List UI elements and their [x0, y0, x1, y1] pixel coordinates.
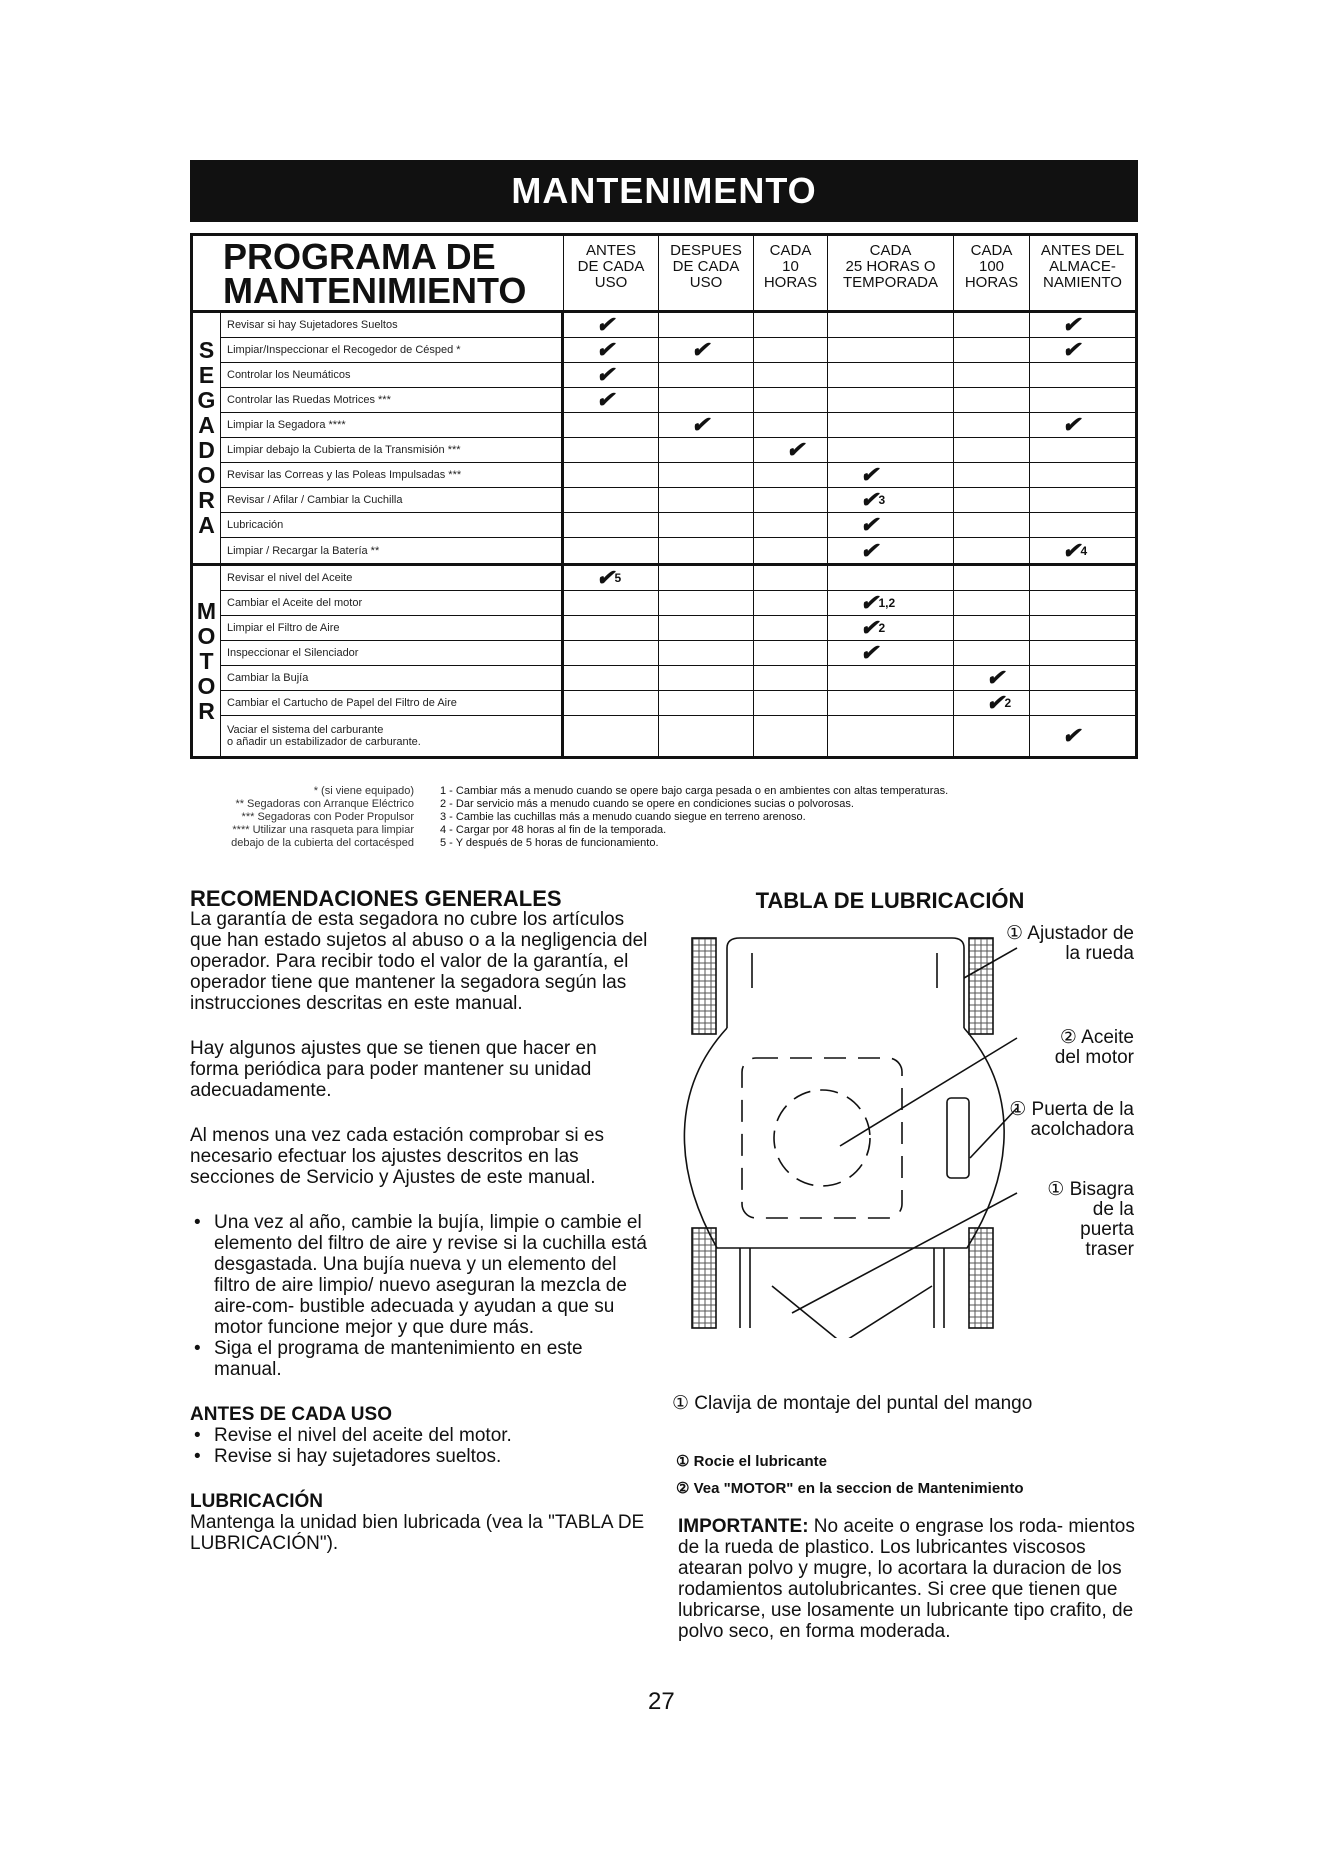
empty-cell [753, 641, 827, 665]
before-use-heading: ANTES DE CADA USO [190, 1404, 392, 1425]
check-icon: ✔ [1062, 337, 1081, 362]
empty-cell [753, 691, 827, 715]
empty-cell [563, 691, 658, 715]
empty-cell [658, 488, 753, 512]
vertical-letter: M [196, 597, 217, 624]
empty-cell [953, 616, 1029, 640]
empty-cell [953, 566, 1029, 590]
check-icon: ✔ [1062, 312, 1081, 337]
footnote: 2 - Dar servicio más a menudo cuando se opere en condiciones sucias o polvorosas. [440, 798, 854, 810]
empty-cell [827, 413, 953, 437]
empty-cell [753, 666, 827, 690]
empty-cell [953, 338, 1029, 362]
check-icon: ✔ [1062, 723, 1081, 748]
check-icon: ✔ [986, 690, 1005, 715]
empty-cell [563, 591, 658, 615]
list-item: • Revise si hay sujetadores sueltos. [214, 1446, 650, 1467]
list-item: • Siga el programa de mantenimiento en este manual. [214, 1338, 650, 1380]
vertical-letter: E [198, 362, 215, 388]
check-mark-cell [953, 691, 1029, 715]
footnote: 3 - Cambie las cuchillas más a menudo cuando siegue en terreno arenoso. [440, 811, 806, 823]
empty-cell [753, 566, 827, 590]
empty-cell [753, 313, 827, 337]
vertical-letter: T [199, 647, 214, 674]
general-heading: RECOMENDACIONES GENERALES [190, 886, 562, 911]
task-label: Cambiar el Aceite del motor [221, 591, 563, 615]
vertical-letter: S [198, 337, 215, 363]
empty-cell [563, 641, 658, 665]
table-row [221, 413, 1135, 438]
check-mark-cell [827, 463, 953, 487]
table-row [221, 666, 1135, 691]
empty-cell [953, 716, 1029, 756]
footnote-ref: 2 [878, 621, 886, 635]
footnote: 1 - Cambiar más a menudo cuando se opere bajo carga pesada o en ambientes con altas temperaturas. [440, 785, 949, 797]
vertical-letter: D [198, 437, 215, 463]
task-label: Limpiar la Segadora **** [221, 413, 563, 437]
maintenance-schedule-table [190, 233, 1138, 759]
footnote: 5 - Y después de 5 horas de funcionamiento. [440, 837, 659, 849]
check-icon: ✔ [596, 565, 615, 590]
empty-cell [1029, 488, 1135, 512]
task-label: Vaciar el sistema del carburante o añadir un estabilizador de carburante. [221, 716, 563, 756]
check-mark-cell [827, 513, 953, 537]
empty-cell [827, 438, 953, 462]
check-mark-cell [1029, 538, 1135, 563]
general-bullets [190, 1212, 650, 1380]
table-row [221, 691, 1135, 716]
check-mark-cell [563, 338, 658, 362]
footnote-ref: 3 [878, 493, 886, 507]
task-label: Revisar / Afilar / Cambiar la Cuchilla [221, 488, 563, 512]
check-mark-cell [827, 616, 953, 640]
empty-cell [563, 666, 658, 690]
section-banner: MANTENIMENTO [190, 160, 1138, 222]
empty-cell [658, 438, 753, 462]
empty-cell [563, 438, 658, 462]
empty-cell [953, 641, 1029, 665]
footnotes-right [440, 785, 1138, 850]
empty-cell [1029, 666, 1135, 690]
empty-cell [827, 666, 953, 690]
label-wheel-adjuster: ① Ajustador de la rueda [1006, 923, 1134, 964]
note-see-engine: ② Vea "MOTOR" en la seccion de Mantenimiento [676, 1480, 1024, 1497]
table-row [221, 566, 1135, 591]
empty-cell [753, 538, 827, 563]
empty-cell [953, 538, 1029, 563]
footnote-ref: 4 [1080, 543, 1088, 558]
left-column [190, 888, 650, 1554]
task-label: Cambiar el Cartucho de Papel del Filtro de Aire [221, 691, 563, 715]
empty-cell [753, 413, 827, 437]
empty-cell [753, 513, 827, 537]
footnote-ref: 5 [614, 571, 622, 585]
vertical-letter: O [197, 622, 216, 649]
table-row [221, 641, 1135, 666]
empty-cell [658, 388, 753, 412]
footnote-ref: 2 [1004, 696, 1012, 710]
empty-cell [563, 513, 658, 537]
check-mark-cell [827, 488, 953, 512]
empty-cell [1029, 641, 1135, 665]
table-row [221, 438, 1135, 463]
footnote: 4 - Cargar por 48 horas al fin de la temporada. [440, 824, 667, 836]
general-paragraph-1: La garantía de esta segadora no cubre los artículos que han estado sujetos al abuso o a la negligencia del operador. Para recibir todo el valor de la garantía, el operador tiene que mantener la segadora según las instrucciones descritas en este manual. [190, 909, 648, 1014]
general-paragraph-3: Al menos una vez cada estación comprobar si es necesario efectuar los ajustes descritos en las secciones de Servicio y Ajustes de este manual. [190, 1125, 604, 1188]
check-mark-cell [563, 566, 658, 590]
empty-cell [658, 363, 753, 387]
table-row [221, 463, 1135, 488]
empty-cell [1029, 513, 1135, 537]
empty-cell [953, 363, 1029, 387]
empty-cell [658, 313, 753, 337]
task-label: Lubricación [221, 513, 563, 537]
empty-cell [953, 413, 1029, 437]
empty-cell [563, 716, 658, 756]
empty-cell [827, 363, 953, 387]
vertical-letter: A [198, 412, 215, 438]
page-number: 27 [648, 1688, 675, 1715]
lubrication-heading: LUBRICACIÓN [190, 1491, 323, 1512]
task-label: Limpiar el Filtro de Aire [221, 616, 563, 640]
task-label: Revisar si hay Sujetadores Sueltos [221, 313, 563, 337]
empty-cell [827, 338, 953, 362]
schedule-section [193, 313, 1135, 566]
empty-cell [953, 513, 1029, 537]
check-icon: ✔ [860, 462, 879, 487]
check-icon: ✔ [596, 337, 615, 362]
list-item: • Revise el nivel del aceite del motor. [214, 1425, 650, 1446]
column-headers [563, 236, 1135, 310]
empty-cell [827, 388, 953, 412]
empty-cell [953, 488, 1029, 512]
right-column [672, 888, 1142, 1642]
task-label: Limpiar/Inspeccionar el Recogedor de Césped * [221, 338, 563, 362]
schedule-section [193, 566, 1135, 756]
empty-cell [753, 591, 827, 615]
table-row [221, 513, 1135, 538]
empty-cell [753, 716, 827, 756]
empty-cell [1029, 616, 1135, 640]
task-label: Inspeccionar el Silenciador [221, 641, 563, 665]
empty-cell [953, 388, 1029, 412]
section-vertical-label [193, 566, 221, 756]
task-label: Controlar los Neumáticos [221, 363, 563, 387]
section-vertical-label [193, 313, 221, 563]
table-row [221, 716, 1135, 756]
empty-cell [1029, 388, 1135, 412]
empty-cell [658, 666, 753, 690]
footnote: **** Utilizar una rasqueta para limpiar [232, 824, 414, 836]
mower-lubrication-diagram [672, 918, 1142, 1338]
footnote: debajo de la cubierta del cortacésped [231, 837, 414, 849]
vertical-letter: O [197, 462, 216, 488]
empty-cell [753, 388, 827, 412]
label-engine-oil: ② Aceite del motor [1054, 1027, 1134, 1068]
table-row [221, 538, 1135, 563]
column-header: ANTES DEL ALMACE- NAMIENTO [1029, 236, 1135, 310]
column-header: CADA 10 HORAS [753, 236, 827, 310]
empty-cell [563, 538, 658, 563]
check-icon: ✔ [860, 590, 879, 615]
task-label: Controlar las Ruedas Motrices *** [221, 388, 563, 412]
empty-cell [953, 438, 1029, 462]
check-mark-cell [563, 313, 658, 337]
empty-cell [658, 691, 753, 715]
empty-cell [563, 413, 658, 437]
check-mark-cell [827, 538, 953, 563]
empty-cell [953, 313, 1029, 337]
empty-cell [658, 716, 753, 756]
empty-cell [658, 538, 753, 563]
task-label: Limpiar debajo la Cubierta de la Transmisión *** [221, 438, 563, 462]
check-icon: ✔ [786, 437, 805, 462]
empty-cell [753, 463, 827, 487]
table-row [221, 616, 1135, 641]
title-line-2: MANTENIMIENTO [223, 270, 527, 311]
check-icon: ✔ [860, 512, 879, 537]
empty-cell [1029, 438, 1135, 462]
note-spray-lubricant: ① Rocie el lubricante [676, 1453, 827, 1470]
empty-cell [563, 616, 658, 640]
vertical-letter: O [197, 672, 216, 699]
table-row [221, 313, 1135, 338]
list-item: • Una vez al año, cambie la bujía, limpie o cambie el elemento del filtro de aire y revise si la cuchilla está desgastada. Una bujía nueva y un elemento del filtro de aire limpio/ nuevo aseguran la mezcla de aire-com- bustible adecuada y ayudan a que su motor funcione mejor y que dure más. [214, 1212, 650, 1338]
empty-cell [563, 463, 658, 487]
empty-cell [563, 488, 658, 512]
check-mark-cell [563, 388, 658, 412]
empty-cell [1029, 463, 1135, 487]
check-mark-cell [827, 591, 953, 615]
footnote: ** Segadoras con Arranque Eléctrico [235, 798, 414, 810]
check-icon: ✔ [860, 615, 879, 640]
check-mark-cell [1029, 338, 1135, 362]
empty-cell [827, 313, 953, 337]
title-line-1: PROGRAMA DE [223, 236, 496, 277]
check-icon: ✔ [1062, 537, 1081, 563]
check-mark-cell [563, 363, 658, 387]
table-row [221, 591, 1135, 616]
check-icon: ✔ [860, 640, 879, 665]
lubrication-text: Mantenga la unidad bien lubricada (vea la "TABLA DE LUBRICACIÓN"). [190, 1512, 645, 1554]
empty-cell [753, 363, 827, 387]
column-header: CADA 25 HORAS O TEMPORADA [827, 236, 953, 310]
check-icon: ✔ [860, 487, 879, 512]
check-mark-cell [658, 338, 753, 362]
empty-cell [753, 488, 827, 512]
important-lead: IMPORTANTE: [678, 1516, 809, 1537]
empty-cell [658, 591, 753, 615]
label-rear-hinge: ① Bisagra de la puerta traser [1047, 1179, 1134, 1260]
check-mark-cell [827, 641, 953, 665]
empty-cell [658, 641, 753, 665]
empty-cell [658, 463, 753, 487]
empty-cell [827, 566, 953, 590]
empty-cell [658, 513, 753, 537]
vertical-letter: G [197, 387, 216, 413]
check-icon: ✔ [596, 362, 615, 387]
check-icon: ✔ [691, 412, 710, 437]
table-row [221, 363, 1135, 388]
empty-cell [1029, 363, 1135, 387]
vertical-letter: R [198, 697, 215, 724]
empty-cell [753, 616, 827, 640]
general-paragraph-2: Hay algunos ajustes que se tienen que hacer en forma periódica para poder mantener su unidad adecuadamente. [190, 1038, 597, 1101]
table-row [221, 388, 1135, 413]
empty-cell [953, 463, 1029, 487]
task-label: Limpiar / Recargar la Batería ** [221, 538, 563, 563]
table-row [221, 338, 1135, 363]
empty-cell [953, 591, 1029, 615]
important-text: No aceite o engrase los roda- mientos de la rueda de plastico. Los lubricantes viscosos atearan polvo y mugre, lo acortara la duracion de los rodamientos autolubricantes. Si cree que tienen que lubricarse, use losamente un lubricante tipo crafito, de polvo seco, en forma moderada. [678, 1516, 1135, 1642]
task-label: Revisar el nivel del Aceite [221, 566, 563, 590]
vertical-letter: R [198, 487, 215, 513]
empty-cell [827, 716, 953, 756]
check-mark-cell [658, 413, 753, 437]
lube-chart-title: TABLA DE LUBRICACIÓN [755, 888, 1025, 913]
footnote: *** Segadoras con Poder Propulsor [241, 811, 414, 823]
check-icon: ✔ [860, 537, 879, 563]
column-header: CADA 100 HORAS [953, 236, 1029, 310]
check-mark-cell [753, 438, 827, 462]
table-header [193, 236, 1135, 313]
column-header: ANTES DE CADA USO [563, 236, 658, 310]
empty-cell [827, 691, 953, 715]
column-header: DESPUES DE CADA USO [658, 236, 753, 310]
check-icon: ✔ [596, 312, 615, 337]
check-mark-cell [1029, 716, 1135, 756]
empty-cell [1029, 691, 1135, 715]
table-footnotes [190, 785, 1138, 850]
empty-cell [1029, 566, 1135, 590]
task-label: Revisar las Correas y las Poleas Impulsadas *** [221, 463, 563, 487]
important-note [678, 1516, 1138, 1642]
vertical-letter: A [198, 512, 215, 538]
before-use-bullets [190, 1425, 650, 1467]
check-icon: ✔ [691, 337, 710, 362]
footnote: * (si viene equipado) [313, 785, 414, 797]
check-icon: ✔ [1062, 412, 1081, 437]
table-title [193, 236, 563, 310]
lube-notes [676, 1448, 1023, 1502]
check-mark-cell [1029, 413, 1135, 437]
check-icon: ✔ [596, 387, 615, 412]
empty-cell [753, 338, 827, 362]
empty-cell [658, 616, 753, 640]
label-handle-pin: ① Clavija de montaje del puntal del mango [672, 1393, 1033, 1414]
footnote-ref: 1,2 [878, 596, 896, 610]
table-row [221, 488, 1135, 513]
table-body [193, 313, 1135, 756]
empty-cell [658, 566, 753, 590]
check-mark-cell [953, 666, 1029, 690]
check-icon: ✔ [986, 665, 1005, 690]
task-label: Cambiar la Bujía [221, 666, 563, 690]
footnotes-left [190, 785, 440, 850]
check-mark-cell [1029, 313, 1135, 337]
empty-cell [1029, 591, 1135, 615]
label-bag-door: ① Puerta de la acolchadora [1009, 1099, 1134, 1140]
